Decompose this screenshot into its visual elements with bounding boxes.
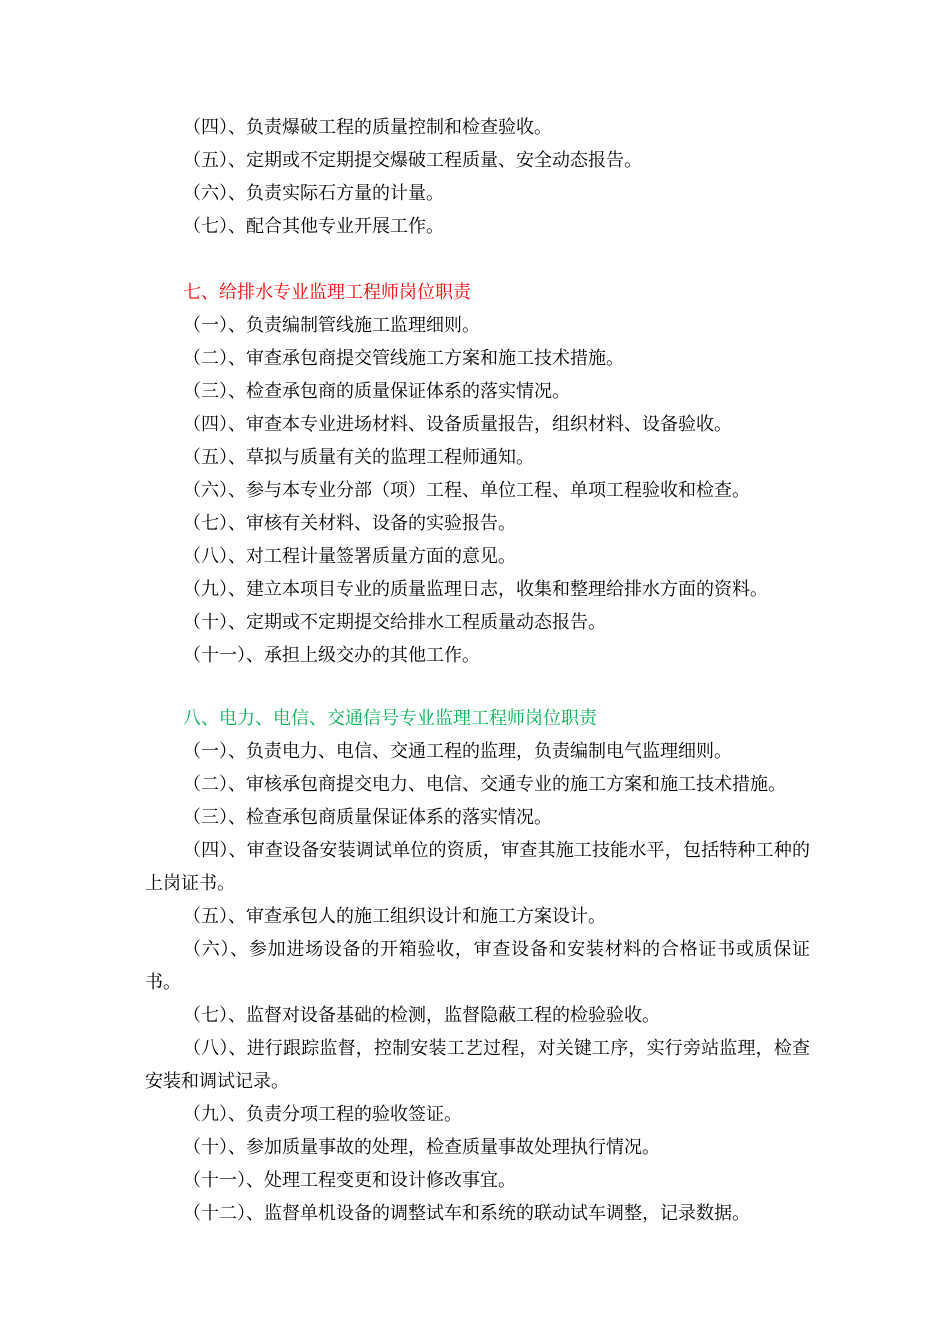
section-8 — [145, 702, 810, 1230]
list-item: （七）、监督对设备基础的检测，监督隐蔽工程的检验验收。 — [183, 1005, 660, 1026]
section-7-heading: 七、给排水专业监理工程师岗位职责 — [183, 282, 471, 303]
list-item: （十）、参加质量事故的处理，检查质量事故处理执行情况。 — [183, 1137, 660, 1158]
list-item: （四）、审查设备安装调试单位的资质，审查其施工技能水平，包括特种工种的上岗证书。 — [145, 840, 810, 894]
prev-section-list — [145, 111, 810, 243]
list-item: （四）、审查本专业进场材料、设备质量报告，组织材料、设备验收。 — [183, 414, 732, 435]
list-item: （十一）、处理工程变更和设计修改事宜。 — [183, 1170, 516, 1191]
list-item: （八）、进行跟踪监督，控制安装工艺过程，对关键工序，实行旁站监理，检查安装和调试记录。 — [145, 1038, 810, 1092]
list-item: （二）、审查承包商提交管线施工方案和施工技术措施。 — [183, 348, 624, 369]
list-item: （五）、定期或不定期提交爆破工程质量、安全动态报告。 — [183, 150, 642, 171]
list-item: （八）、对工程计量签署质量方面的意见。 — [183, 546, 516, 567]
list-item: （三）、检查承包商的质量保证体系的落实情况。 — [183, 381, 570, 402]
section-8-heading: 八、电力、电信、交通信号专业监理工程师岗位职责 — [183, 708, 597, 729]
list-item: （五）、草拟与质量有关的监理工程师通知。 — [183, 447, 534, 468]
list-item: （九）、负责分项工程的验收签证。 — [183, 1104, 462, 1125]
list-item: （三）、检查承包商质量保证体系的落实情况。 — [183, 807, 552, 828]
list-item: （六）、参与本专业分部（项）工程、单位工程、单项工程验收和检查。 — [183, 480, 750, 501]
list-item: （四）、负责爆破工程的质量控制和检查验收。 — [183, 117, 552, 138]
list-item: （七）、配合其他专业开展工作。 — [183, 216, 444, 237]
list-item: （七）、审核有关材料、设备的实验报告。 — [183, 513, 516, 534]
list-item: （十）、定期或不定期提交给排水工程质量动态报告。 — [183, 612, 606, 633]
list-item: （一）、负责编制管线施工监理细则。 — [183, 315, 480, 336]
list-item: （五）、审查承包人的施工组织设计和施工方案设计。 — [183, 906, 606, 927]
list-item: （十二）、监督单机设备的调整试车和系统的联动试车调整，记录数据。 — [183, 1203, 750, 1224]
list-item: （一）、负责电力、电信、交通工程的监理，负责编制电气监理细则。 — [183, 741, 732, 762]
list-item: （六）、负责实际石方量的计量。 — [183, 183, 444, 204]
section-7 — [145, 276, 810, 672]
list-item: （九）、建立本项目专业的质量监理日志，收集和整理给排水方面的资料。 — [183, 579, 768, 600]
list-item: （六）、参加进场设备的开箱验收，审查设备和安装材料的合格证书或质保证书。 — [145, 939, 810, 993]
list-item: （十一）、承担上级交办的其他工作。 — [183, 645, 480, 666]
list-item: （二）、审核承包商提交电力、电信、交通专业的施工方案和施工技术措施。 — [183, 774, 786, 795]
